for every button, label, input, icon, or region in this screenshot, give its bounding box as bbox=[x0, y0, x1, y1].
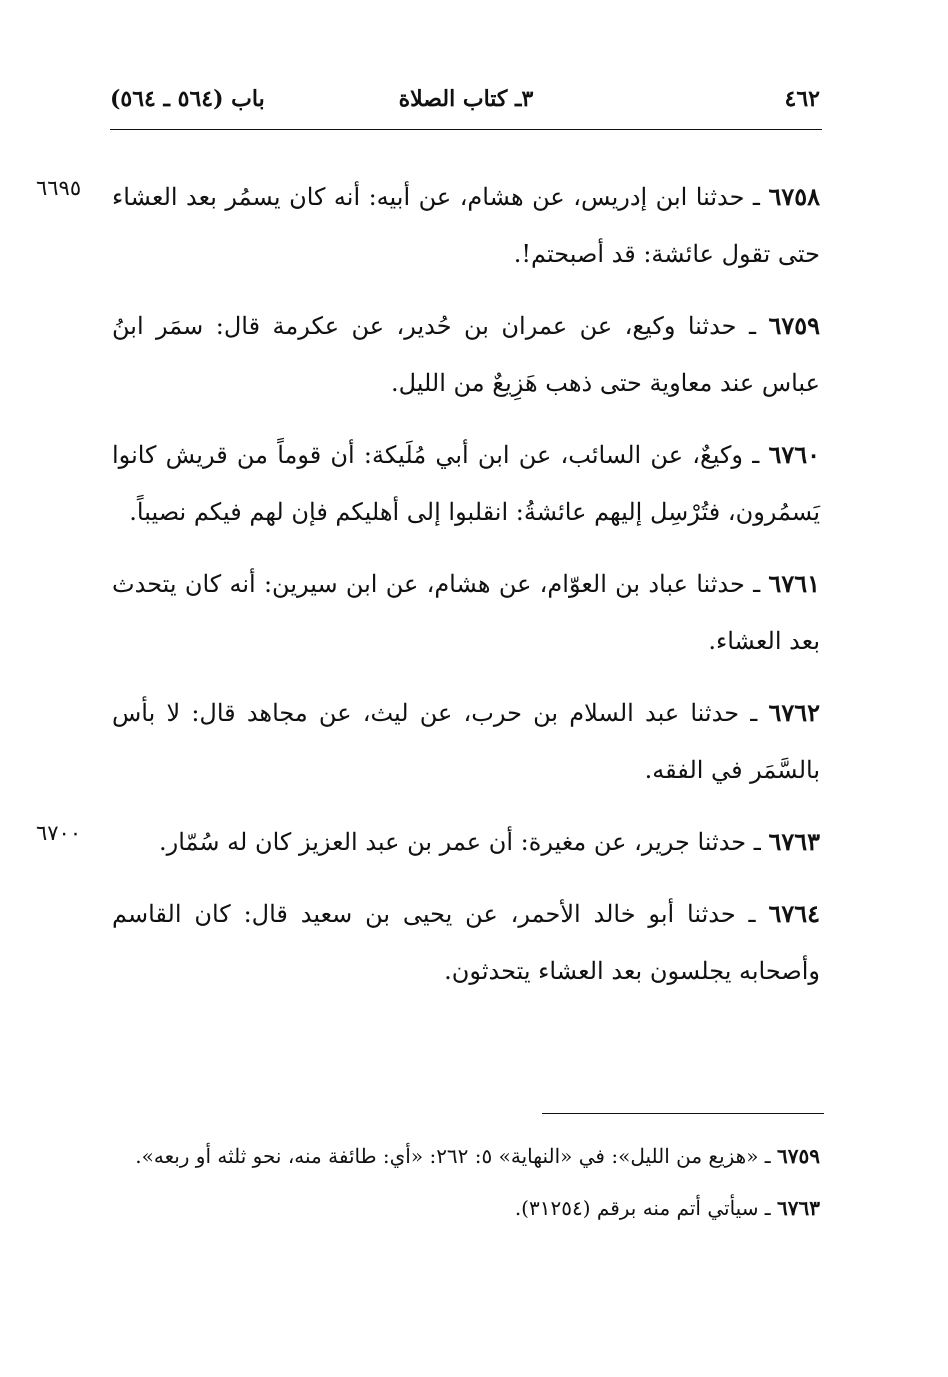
section-range: باب (٥٦٤ ـ ٥٦٤) bbox=[110, 86, 265, 112]
footnote-number: ٦٧٦٣ bbox=[777, 1196, 820, 1220]
page-number: ٤٦٢ bbox=[784, 86, 820, 112]
marginal-number: ٦٧٠٠ bbox=[36, 821, 82, 845]
footnote-number: ٦٧٥٩ bbox=[777, 1144, 820, 1168]
marginal-number: ٦٦٩٥ bbox=[36, 176, 82, 200]
page-header bbox=[110, 86, 822, 122]
hadith-6758 bbox=[36, 168, 820, 283]
hadith-6762 bbox=[112, 684, 820, 799]
hadith-text: ـ حدثنا ابن إدريس، عن هشام، عن أبيه: أنه كان يسمُر بعد العشاء حتى تقول عائشة: قد أصبحتم!. bbox=[112, 183, 820, 268]
footnote-text: ـ «هزيع من الليل»: في «النهاية» ٥: ٢٦٢: «أي: طائفة منه، نحو ثلثه أو ربعه». bbox=[135, 1144, 771, 1168]
hadith-text: ـ حدثنا جرير، عن مغيرة: أن عمر بن عبد العزيز كان له سُمّار. bbox=[159, 828, 761, 856]
footnotes bbox=[112, 1134, 820, 1238]
hadith-list bbox=[36, 168, 820, 1014]
chapter-title: ٣ـ كتاب الصلاة bbox=[398, 86, 534, 112]
hadith-number: ٦٧٦٣ bbox=[768, 827, 820, 856]
hadith-number: ٦٧٦١ bbox=[768, 569, 820, 598]
hadith-text: ـ حدثنا وكيع، عن عمران بن حُدير، عن عكرمة قال: سمَر ابنُ عباس عند معاوية حتى ذهب هَزِيعٌ من الليل. bbox=[112, 312, 820, 397]
hadith-6760 bbox=[112, 426, 820, 541]
hadith-text: ـ حدثنا أبو خالد الأحمر، عن يحيى بن سعيد قال: كان القاسم وأصحابه يجلسون بعد العشاء يتحدثون. bbox=[112, 900, 820, 985]
hadith-number: ٦٧٦٢ bbox=[768, 698, 820, 727]
hadith-number: ٦٧٦٠ bbox=[768, 440, 820, 469]
hadith-text: ـ وكيعٌ، عن السائب، عن ابن أبي مُلَيكة: أن قوماً من قريش كانوا يَسمُرون، فتُرْسِل إليهم عائشةُ: انقلبوا إلى أهليكم فإن لهم فيكم نصيباً. bbox=[112, 441, 820, 526]
footnote-divider bbox=[542, 1113, 824, 1114]
hadith-6764 bbox=[112, 885, 820, 1000]
hadith-6763 bbox=[36, 813, 820, 871]
hadith-text: ـ حدثنا عبد السلام بن حرب، عن ليث، عن مجاهد قال: لا بأس بالسَّمَر في الفقه. bbox=[112, 699, 820, 784]
footnote-6759 bbox=[112, 1134, 820, 1178]
hadith-6759 bbox=[112, 297, 820, 412]
hadith-number: ٦٧٥٨ bbox=[768, 182, 820, 211]
header-divider bbox=[110, 129, 822, 130]
footnote-text: ـ سيأتي أتم منه برقم (٣١٢٥٤). bbox=[514, 1196, 771, 1220]
hadith-number: ٦٧٦٤ bbox=[768, 899, 820, 928]
hadith-6761 bbox=[112, 555, 820, 670]
footnote-6763 bbox=[112, 1186, 820, 1230]
hadith-text: ـ حدثنا عباد بن العوّام، عن هشام، عن ابن سيرين: أنه كان يتحدث بعد العشاء. bbox=[112, 570, 820, 655]
hadith-number: ٦٧٥٩ bbox=[768, 311, 820, 340]
